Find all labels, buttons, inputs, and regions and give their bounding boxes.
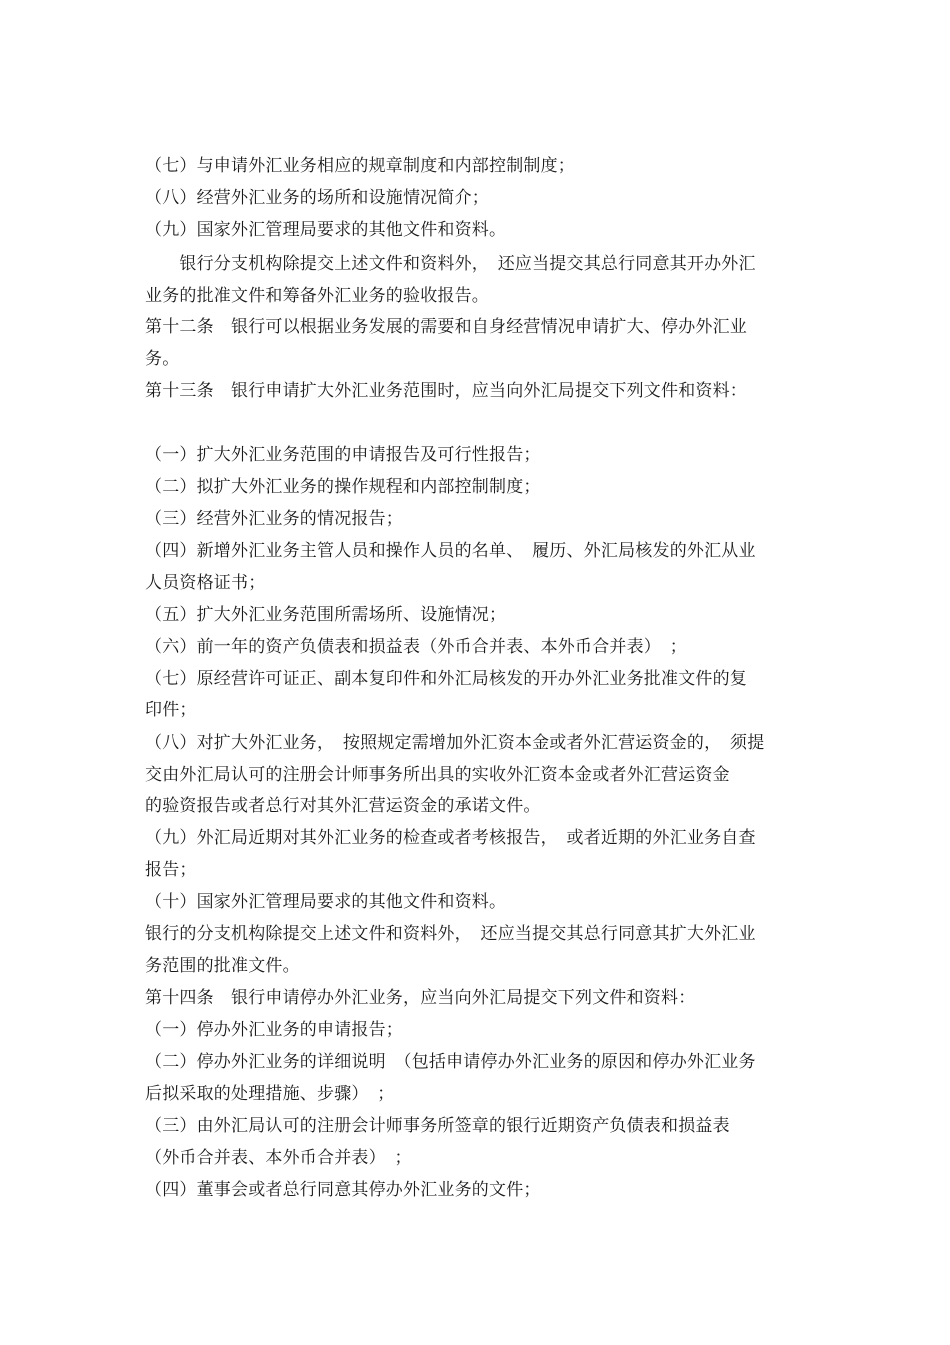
section-heading-13: 第十三条 银行申请扩大外汇业务范围时，应当向外汇局提交下列文件和资料： [145,381,747,401]
text-line: （四）董事会或者总行同意其停办外汇业务的文件； [145,1180,541,1200]
text-line: （八）对扩大外汇业务， 按照规定需增加外汇资本金或者外汇营运资金的， 须提 [145,733,765,753]
text-line: （三）由外汇局认可的注册会计师事务所签章的银行近期资产负债表和损益表 [145,1116,730,1136]
text-line: （一）扩大外汇业务范围的申请报告及可行性报告； [145,445,541,465]
text-line: （外币合并表、本外币合并表） ； [145,1148,412,1168]
text-line: （三）经营外汇业务的情况报告； [145,509,403,529]
text-line: （九）国家外汇管理局要求的其他文件和资料。 [145,220,507,240]
text-line: （五）扩大外汇业务范围所需场所、设施情况； [145,605,507,625]
text-line: （四）新增外汇业务主管人员和操作人员的名单、 履历、外汇局核发的外汇从业 [145,541,756,561]
text-line: （二）拟扩大外汇业务的操作规程和内部控制制度； [145,477,541,497]
text-line: （七）与申请外汇业务相应的规章制度和内部控制制度； [145,156,575,176]
text-line: （六）前一年的资产负债表和损益表（外币合并表、本外币合并表） ； [145,637,687,657]
text-line: 人员资格证书； [145,573,266,593]
text-line: 交由外汇局认可的注册会计师事务所出具的实收外汇资本金或者外汇营运资金 [145,765,730,785]
text-line: （九）外汇局近期对其外汇业务的检查或者考核报告， 或者近期的外汇业务自查 [145,828,756,848]
text-line: （十）国家外汇管理局要求的其他文件和资料。 [145,892,507,912]
text-line: 务。 [145,349,180,369]
section-heading-12: 第十二条 银行可以根据业务发展的需要和自身经营情况申请扩大、停办外汇业 [145,317,747,337]
text-line: 后拟采取的处理措施、步骤） ； [145,1084,395,1104]
text-line: （八）经营外汇业务的场所和设施情况简介； [145,188,489,208]
section-heading-14: 第十四条 银行申请停办外汇业务，应当向外汇局提交下列文件和资料： [145,988,696,1008]
text-line: 报告； [145,860,197,880]
text-line: 印件； [145,700,197,720]
text-line: 的验资报告或者总行对其外汇营运资金的承诺文件。 [145,796,541,816]
text-line: （一）停办外汇业务的申请报告； [145,1020,403,1040]
text-line: （七）原经营许可证正、副本复印件和外汇局核发的开办外汇业务批准文件的复 [145,669,747,689]
text-line: 银行分支机构除提交上述文件和资料外， 还应当提交其总行同意其开办外汇 [145,254,756,274]
text-line: 银行的分支机构除提交上述文件和资料外， 还应当提交其总行同意其扩大外汇业 [145,924,756,944]
text-line: 务范围的批准文件。 [145,956,300,976]
text-line: 业务的批准文件和筹备外汇业务的验收报告。 [145,286,489,306]
text-line: （二）停办外汇业务的详细说明 （包括申请停办外汇业务的原因和停办外汇业务 [145,1052,756,1072]
